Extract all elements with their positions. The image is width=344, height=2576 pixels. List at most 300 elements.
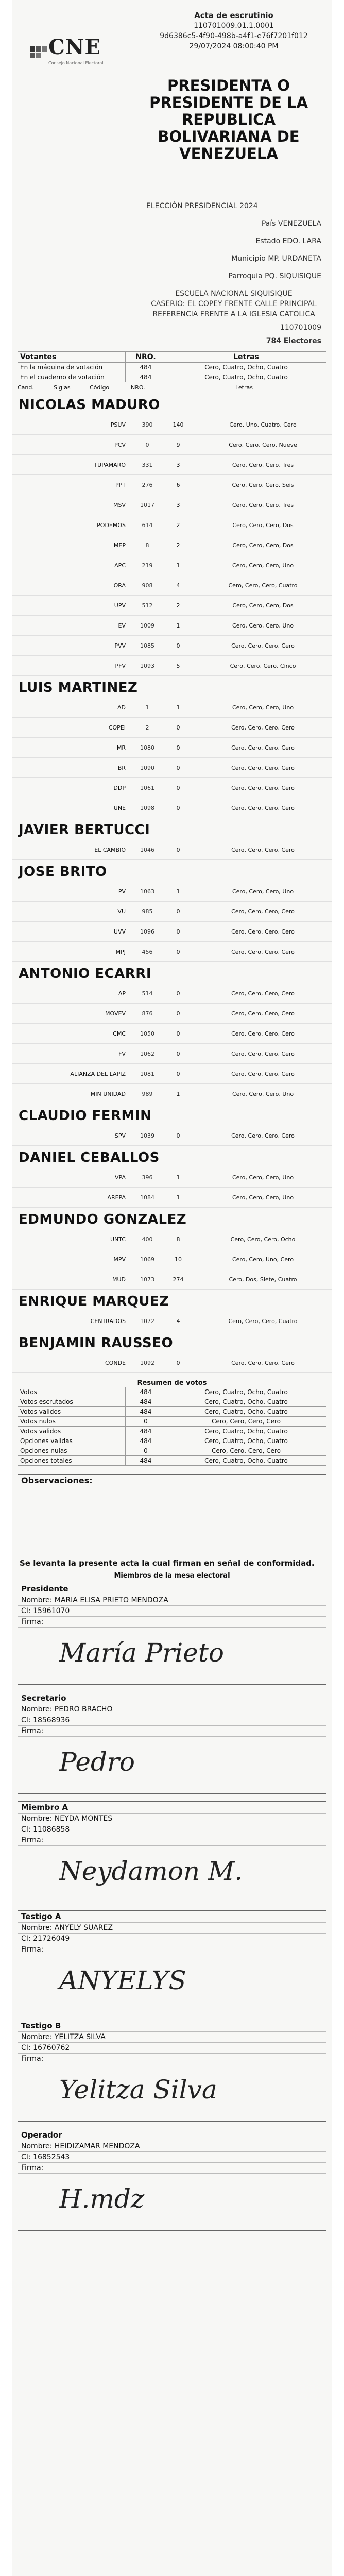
party-sigla: CMC <box>113 1030 126 1037</box>
party-row <box>12 1064 332 1084</box>
member-firma-label: Firma: <box>18 1726 326 1737</box>
party-votes: 0 <box>176 724 180 731</box>
member-role: Testigo A <box>18 1911 326 1923</box>
member-ci: CI: 15961070 <box>18 1606 326 1617</box>
member-signature: H.mdz <box>59 2184 145 2214</box>
party-code: 1093 <box>140 662 154 669</box>
summary-label: Opciones totales <box>18 1456 126 1466</box>
party-sigla: UPV <box>114 602 126 609</box>
party-row <box>12 718 332 738</box>
acta-number: 110701009.01.1.0001 <box>194 22 274 30</box>
municipality: Municipio MP. URDANETA <box>231 255 321 263</box>
summary-nro: 484 <box>126 1456 166 1466</box>
signature-note: Se levanta la presente acta la cual firman en señal de conformidad. <box>20 1558 315 1568</box>
party-row <box>12 1353 332 1373</box>
party-votes: 3 <box>176 461 180 468</box>
party-row <box>12 902 332 922</box>
party-sigla: UNE <box>113 804 126 811</box>
summary-row <box>18 1397 326 1407</box>
party-sigla: VU <box>117 908 126 915</box>
party-row <box>12 596 332 616</box>
candidate-name: EDMUNDO GONZALEZ <box>19 1212 187 1227</box>
summary-letras: Cero, Cuatro, Ocho, Cuatro <box>166 1387 326 1397</box>
party-votes: 0 <box>176 1050 180 1057</box>
party-sigla: MIN UNIDAD <box>90 1090 126 1097</box>
party-row <box>12 1084 332 1104</box>
party-votes: 10 <box>175 1256 182 1263</box>
party-sigla: PCV <box>114 441 126 448</box>
party-code: 1050 <box>140 1030 154 1037</box>
party-code: 1096 <box>140 928 154 935</box>
party-row <box>12 636 332 656</box>
party-code: 276 <box>142 481 153 488</box>
location-info <box>146 201 321 346</box>
party-votes: 0 <box>176 804 180 811</box>
observations-label: Observaciones: <box>21 1476 93 1485</box>
party-row <box>12 415 332 435</box>
party-letters: Cero, Cero, Cero, Cero <box>194 990 332 997</box>
party-sigla: COPEI <box>108 724 126 731</box>
election-title-3: REPUBLICA <box>181 111 276 128</box>
candidate-name: ANTONIO ECARRI <box>19 966 151 981</box>
party-letters: Cero, Cero, Cero, Dos <box>194 542 332 549</box>
member-name: Nombre: NEYDA MONTES <box>18 1814 326 1824</box>
party-code: 0 <box>145 441 149 448</box>
summary-label: Votos escrutados <box>18 1397 126 1407</box>
party-sigla: MSV <box>113 501 126 509</box>
member-role: Operador <box>18 2129 326 2141</box>
members-title: Miembros de la mesa electoral <box>114 1572 230 1580</box>
member-box <box>18 2020 326 2122</box>
summary-nro: 484 <box>126 1427 166 1436</box>
party-code: 1081 <box>140 1070 154 1077</box>
party-code: 1084 <box>140 1194 154 1201</box>
party-votes: 5 <box>176 662 180 669</box>
party-letters: Cero, Cero, Cero, Seis <box>194 482 332 488</box>
signature-area <box>18 1737 326 1793</box>
party-sigla: ORA <box>113 582 126 589</box>
signature-area <box>18 2064 326 2121</box>
member-ci: CI: 18568936 <box>18 1715 326 1726</box>
party-sigla: MR <box>116 744 126 751</box>
party-letters: Cero, Cero, Uno, Cero <box>194 1256 332 1263</box>
party-code: 8 <box>145 541 149 549</box>
party-letters: Cero, Cero, Cero, Uno <box>194 704 332 711</box>
voters-table <box>18 351 326 382</box>
party-sigla: PODEMOS <box>97 521 126 529</box>
member-signature: ANYELYS <box>59 1965 186 1995</box>
party-sigla: UVV <box>113 928 126 935</box>
party-letters: Cero, Cero, Cero, Cero <box>194 744 332 751</box>
party-code: 512 <box>142 602 153 609</box>
summary-label: Votos nulos <box>18 1417 126 1427</box>
party-letters: Cero, Cero, Cero, Cero <box>194 1010 332 1017</box>
summary-nro: 0 <box>126 1446 166 1456</box>
party-votes: 9 <box>176 441 180 448</box>
party-row <box>12 515 332 535</box>
party-letters: Cero, Cero, Cero, Ocho <box>194 1236 332 1243</box>
party-code: 1092 <box>140 1359 154 1366</box>
party-letters: Cero, Uno, Cuatro, Cero <box>194 421 332 428</box>
candidate-name: NICOLAS MADURO <box>19 397 160 413</box>
party-sigla: AREPA <box>107 1194 126 1201</box>
party-code: 1017 <box>140 501 154 509</box>
member-firma-label: Firma: <box>18 1835 326 1846</box>
party-votes: 1 <box>176 562 180 569</box>
party-row <box>12 1269 332 1290</box>
col-nro: NRO. <box>126 352 166 363</box>
party-sigla: MOVEV <box>105 1010 126 1017</box>
party-row <box>12 435 332 455</box>
party-code: 1069 <box>140 1256 154 1263</box>
party-code: 989 <box>142 1090 153 1097</box>
party-letters: Cero, Cero, Cero, Cero <box>194 1030 332 1037</box>
election-title-4: BOLIVARIANA DE <box>158 128 300 145</box>
party-row <box>12 840 332 860</box>
candidate-name: JAVIER BERTUCCI <box>19 822 150 838</box>
signature-area <box>18 2174 326 2230</box>
summary-letras: Cero, Cuatro, Ocho, Cuatro <box>166 1397 326 1407</box>
summary-letras: Cero, Cuatro, Ocho, Cuatro <box>166 1456 326 1466</box>
party-letters: Cero, Cero, Cero, Cero <box>194 724 332 731</box>
party-code: 514 <box>142 990 153 997</box>
party-row <box>12 1229 332 1249</box>
member-name: Nombre: YELITZA SILVA <box>18 2032 326 2043</box>
party-votes: 0 <box>176 1132 180 1139</box>
party-row <box>12 1249 332 1269</box>
party-row <box>12 1311 332 1331</box>
party-votes: 4 <box>176 1317 180 1325</box>
party-code: 1073 <box>140 1276 154 1283</box>
member-box <box>18 1801 326 1903</box>
member-name: Nombre: MARIA ELISA PRIETO MENDOZA <box>18 1595 326 1606</box>
candidate-name: JOSE BRITO <box>19 864 107 879</box>
member-ci: CI: 16852543 <box>18 2152 326 2163</box>
party-code: 331 <box>142 461 153 468</box>
party-sigla: PVV <box>114 642 126 649</box>
party-letters: Cero, Cero, Cero, Uno <box>194 1091 332 1097</box>
party-letters: Cero, Cero, Cero, Tres <box>194 502 332 509</box>
row-label: En la máquina de votación <box>18 363 126 372</box>
summary-row <box>18 1407 326 1417</box>
acta-datetime: 29/07/2024 08:00:40 PM <box>189 42 279 50</box>
party-code: 876 <box>142 1010 153 1017</box>
summary-label: Opciones nulas <box>18 1446 126 1456</box>
party-letters: Cero, Cero, Cero, Cero <box>194 805 332 811</box>
member-ci: CI: 16760762 <box>18 2043 326 2054</box>
row-letras: Cero, Cuatro, Ocho, Cuatro <box>166 363 326 372</box>
signature-area <box>18 1628 326 1684</box>
subheader-codigo: Código <box>90 384 110 391</box>
party-row <box>12 555 332 575</box>
summary-label: Votos validos <box>18 1427 126 1436</box>
candidate-name: BENJAMIN RAUSSEO <box>19 1335 174 1351</box>
party-code: 908 <box>142 582 153 589</box>
party-code: 1090 <box>140 764 154 771</box>
candidates-list <box>12 393 332 1373</box>
member-role: Presidente <box>18 1583 326 1595</box>
summary-nro: 0 <box>126 1417 166 1427</box>
party-code: 1009 <box>140 622 154 629</box>
party-letters: Cero, Cero, Cero, Uno <box>194 562 332 569</box>
acta-receipt <box>12 0 332 2576</box>
election-title-5: VENEZUELA <box>179 145 278 162</box>
member-ci: CI: 11086858 <box>18 1824 326 1835</box>
member-signature: María Prieto <box>59 1638 224 1668</box>
party-votes: 4 <box>176 582 180 589</box>
party-sigla: SPV <box>114 1132 126 1139</box>
summary-nro: 484 <box>126 1407 166 1417</box>
party-code: 396 <box>142 1174 153 1181</box>
member-box <box>18 1910 326 2012</box>
party-code: 1 <box>145 704 149 711</box>
member-box <box>18 1692 326 1794</box>
state: Estado EDO. LARA <box>255 237 321 245</box>
party-votes: 0 <box>176 1359 180 1366</box>
col-votantes: Votantes <box>18 352 126 363</box>
party-sigla: EL CAMBIO <box>94 846 126 853</box>
party-code: 1046 <box>140 846 154 853</box>
candidate-subheaders <box>18 384 326 391</box>
party-code: 1085 <box>140 642 154 649</box>
party-row <box>12 455 332 475</box>
party-sigla: PSUV <box>110 421 126 428</box>
party-letters: Cero, Cero, Cero, Cero <box>194 765 332 771</box>
party-row <box>12 475 332 495</box>
party-letters: Cero, Cero, Cero, Dos <box>194 602 332 609</box>
party-votes: 0 <box>176 764 180 771</box>
table-row <box>18 363 326 372</box>
party-row <box>12 1024 332 1044</box>
party-code: 219 <box>142 562 153 569</box>
address: CASERIO: EL COPEY FRENTE CALLE PRINCIPAL REFERENCIA FRENTE A LA IGLESIA CATOLICA <box>151 300 317 318</box>
party-code: 390 <box>142 421 153 428</box>
party-row <box>12 778 332 798</box>
party-row <box>12 942 332 962</box>
electors: 784 Electores <box>266 337 321 345</box>
party-row <box>12 495 332 515</box>
candidate-name: DANIEL CEBALLOS <box>19 1150 160 1165</box>
party-row <box>12 922 332 942</box>
party-letters: Cero, Cero, Cero, Dos <box>194 522 332 529</box>
summary-row <box>18 1417 326 1427</box>
party-letters: Cero, Cero, Cero, Uno <box>194 888 332 895</box>
center-code: 110701009 <box>280 324 321 332</box>
party-row <box>12 882 332 902</box>
party-row <box>12 1188 332 1208</box>
row-nro: 484 <box>126 363 166 372</box>
party-row <box>12 656 332 676</box>
member-role: Miembro A <box>18 1802 326 1814</box>
party-code: 1063 <box>140 888 154 895</box>
party-votes: 2 <box>176 521 180 529</box>
party-votes: 0 <box>176 928 180 935</box>
party-votes: 0 <box>176 990 180 997</box>
party-votes: 0 <box>176 744 180 751</box>
party-letters: Cero, Cero, Cero, Cero <box>194 642 332 649</box>
summary-letras: Cero, Cero, Cero, Cero <box>166 1446 326 1456</box>
member-signature: Neydamon M. <box>59 1856 243 1886</box>
party-sigla: MPV <box>113 1256 126 1263</box>
party-votes: 2 <box>176 541 180 549</box>
party-letters: Cero, Cero, Cero, Uno <box>194 622 332 629</box>
summary-nro: 484 <box>126 1387 166 1397</box>
party-votes: 8 <box>176 1235 180 1243</box>
candidate-name: ENRIQUE MARQUEZ <box>19 1294 169 1309</box>
summary-label: Votos <box>18 1387 126 1397</box>
party-votes: 140 <box>173 421 184 428</box>
party-letters: Cero, Cero, Cero, Cero <box>194 928 332 935</box>
party-row <box>12 798 332 818</box>
party-code: 614 <box>142 521 153 529</box>
school: ESCUELA NACIONAL SIQUISIQUE <box>175 290 293 298</box>
member-firma-label: Firma: <box>18 1617 326 1628</box>
party-code: 1072 <box>140 1317 154 1325</box>
party-votes: 1 <box>176 1174 180 1181</box>
party-sigla: MEP <box>113 541 126 549</box>
party-letters: Cero, Cero, Cero, Cero <box>194 785 332 791</box>
party-sigla: CENTRADOS <box>90 1317 126 1325</box>
party-sigla: PV <box>118 888 126 895</box>
parish: Parroquia PQ. SIQUISIQUE <box>228 272 321 280</box>
subheader-cand: Cand. <box>18 384 34 391</box>
member-ci: CI: 21726049 <box>18 1934 326 1944</box>
party-letters: Cero, Cero, Cero, Cuatro <box>194 582 332 589</box>
party-sigla: MPJ <box>115 948 126 955</box>
party-letters: Cero, Cero, Cero, Nueve <box>194 442 332 448</box>
party-votes: 3 <box>176 501 180 509</box>
member-box <box>18 2129 326 2231</box>
member-firma-label: Firma: <box>18 2163 326 2174</box>
logo-caption: Consejo Nacional Electoral <box>48 61 104 65</box>
party-sigla: ALIANZA DEL LAPIZ <box>70 1070 126 1077</box>
election-name: ELECCIÓN PRESIDENCIAL 2024 <box>146 202 258 210</box>
party-sigla: PFV <box>115 662 126 669</box>
table-row <box>18 372 326 382</box>
row-label: En el cuaderno de votación <box>18 372 126 382</box>
summary-letras: Cero, Cero, Cero, Cero <box>166 1417 326 1427</box>
party-votes: 2 <box>176 602 180 609</box>
member-name: Nombre: HEIDIZAMAR MENDOZA <box>18 2141 326 2152</box>
party-votes: 0 <box>176 948 180 955</box>
summary-letras: Cero, Cuatro, Ocho, Cuatro <box>166 1436 326 1446</box>
party-letters: Cero, Cero, Cero, Cero <box>194 846 332 853</box>
party-sigla: APC <box>114 562 126 569</box>
party-code: 1061 <box>140 784 154 791</box>
summary-row <box>18 1436 326 1446</box>
party-votes: 0 <box>176 846 180 853</box>
member-name: Nombre: ANYELY SUAREZ <box>18 1923 326 1934</box>
votes-summary-table <box>18 1387 326 1466</box>
summary-letras: Cero, Cuatro, Ocho, Cuatro <box>166 1427 326 1436</box>
acta-header <box>12 0 332 201</box>
party-votes: 1 <box>176 1090 180 1097</box>
party-letters: Cero, Cero, Cero, Uno <box>194 1174 332 1181</box>
election-title-2: PRESIDENTE DE LA <box>149 94 308 111</box>
acta-hash: 9d6386c5-4f90-498b-a4f1-e76f7201f012 <box>160 32 308 40</box>
party-letters: Cero, Cero, Cero, Tres <box>194 462 332 468</box>
party-letters: Cero, Cero, Cero, Cuatro <box>194 1318 332 1325</box>
party-letters: Cero, Cero, Cero, Cero <box>194 908 332 915</box>
party-sigla: AP <box>118 990 126 997</box>
col-letras: Letras <box>166 352 326 363</box>
party-row <box>12 738 332 758</box>
member-signature: Yelitza Silva <box>59 2075 217 2105</box>
party-row <box>12 1044 332 1064</box>
party-sigla: FV <box>118 1050 126 1057</box>
party-sigla: PPT <box>115 481 126 488</box>
party-code: 1098 <box>140 804 154 811</box>
party-row <box>12 1167 332 1188</box>
signature-area <box>18 1846 326 1903</box>
party-row <box>12 698 332 718</box>
party-votes: 1 <box>176 704 180 711</box>
party-letters: Cero, Cero, Cero, Cero <box>194 1071 332 1077</box>
logo-text: CNE <box>48 35 101 59</box>
party-votes: 0 <box>176 642 180 649</box>
party-row <box>12 758 332 778</box>
summary-row <box>18 1387 326 1397</box>
party-code: 1080 <box>140 744 154 751</box>
party-row <box>12 1126 332 1146</box>
party-votes: 0 <box>176 908 180 915</box>
acta-meta <box>146 10 321 52</box>
party-letters: Cero, Cero, Cero, Cinco <box>194 663 332 669</box>
member-firma-label: Firma: <box>18 2054 326 2064</box>
candidate-name: CLAUDIO FERMIN <box>19 1108 152 1124</box>
members-list <box>12 1583 332 2231</box>
party-sigla: MUD <box>112 1276 126 1283</box>
candidate-name: LUIS MARTINEZ <box>19 680 138 696</box>
party-sigla: UNTC <box>110 1235 126 1243</box>
party-sigla: DDP <box>113 784 126 791</box>
party-sigla: AD <box>117 704 126 711</box>
party-row <box>12 1004 332 1024</box>
party-letters: Cero, Cero, Cero, Uno <box>194 1194 332 1201</box>
cne-logo <box>28 26 115 82</box>
party-code: 400 <box>142 1235 153 1243</box>
member-role: Secretario <box>18 1692 326 1704</box>
summary-nro: 484 <box>126 1397 166 1407</box>
party-votes: 6 <box>176 481 180 488</box>
acta-title: Acta de escrutinio <box>194 11 273 20</box>
summary-label: Votos validos <box>18 1407 126 1417</box>
party-sigla: BR <box>117 764 126 771</box>
party-letters: Cero, Cero, Cero, Cero <box>194 948 332 955</box>
party-votes: 1 <box>176 888 180 895</box>
party-letters: Cero, Cero, Cero, Cero <box>194 1050 332 1057</box>
signature-area <box>18 1955 326 2012</box>
summary-letras: Cero, Cuatro, Ocho, Cuatro <box>166 1407 326 1417</box>
summary-row <box>18 1446 326 1456</box>
party-votes: 0 <box>176 1030 180 1037</box>
party-letters: Cero, Cero, Cero, Cero <box>194 1132 332 1139</box>
member-firma-label: Firma: <box>18 1944 326 1955</box>
party-votes: 0 <box>176 1010 180 1017</box>
party-code: 1062 <box>140 1050 154 1057</box>
party-letters: Cero, Dos, Siete, Cuatro <box>194 1276 332 1283</box>
party-sigla: CONDE <box>105 1359 126 1366</box>
party-votes: 1 <box>176 1194 180 1201</box>
subheader-letras: Letras <box>235 384 253 391</box>
member-role: Testigo B <box>18 2020 326 2032</box>
party-votes: 1 <box>176 622 180 629</box>
party-code: 1039 <box>140 1132 154 1139</box>
summary-nro: 484 <box>126 1436 166 1446</box>
party-code: 456 <box>142 948 153 955</box>
country: País VENEZUELA <box>261 219 321 228</box>
party-row <box>12 535 332 555</box>
